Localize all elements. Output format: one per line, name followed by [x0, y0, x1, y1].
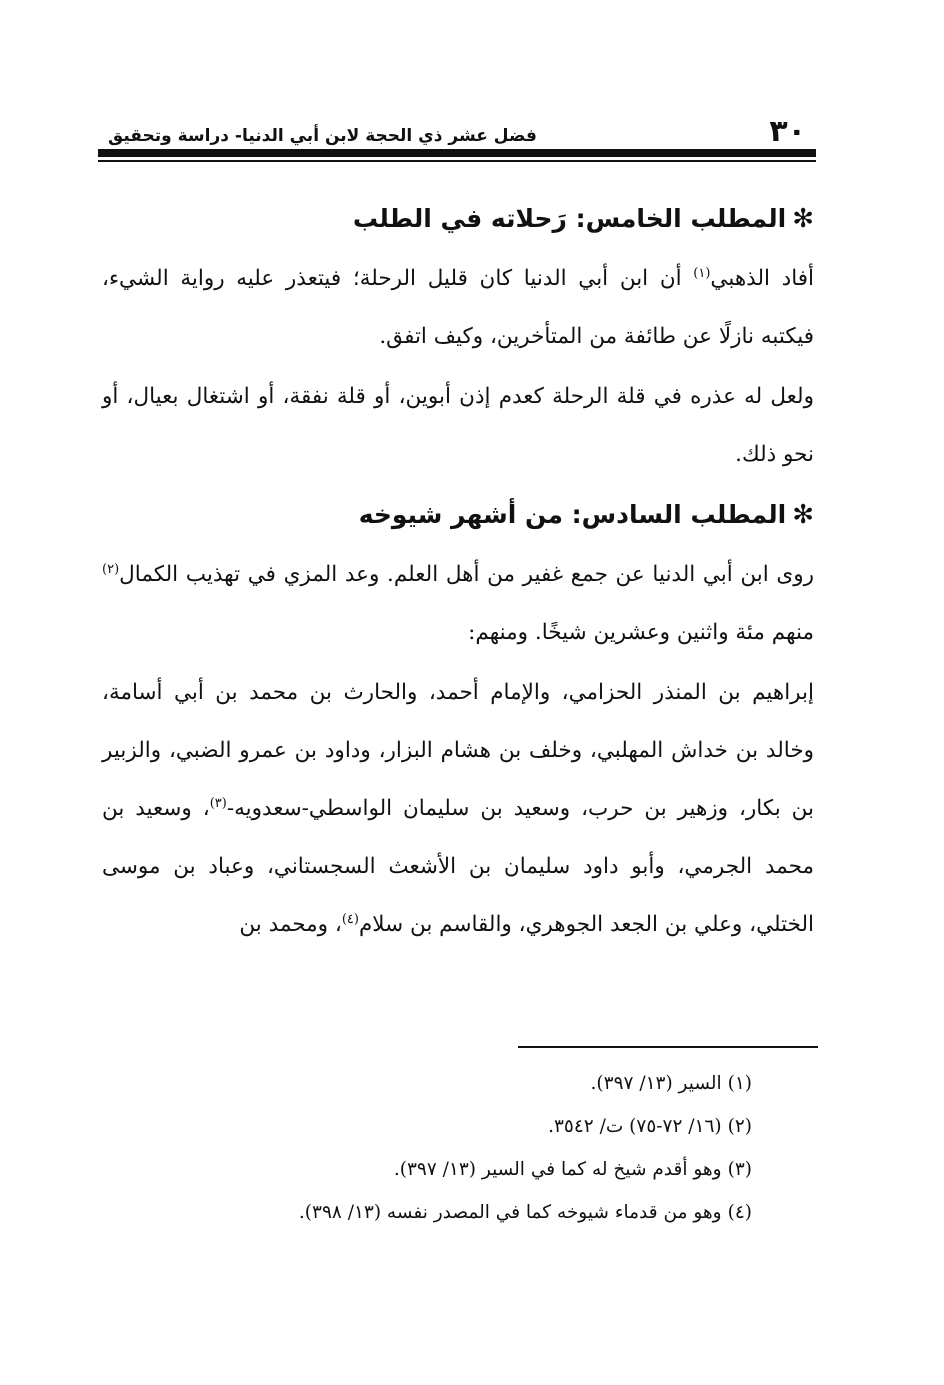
- page-number: ٣٠: [769, 114, 806, 149]
- paragraph-excuse: ولعل له عذره في قلة الرحلة كعدم إذن أبوين، أو قلة نفقة، أو اشتغال بعيال، أو نحو ذلك.: [102, 384, 814, 467]
- paragraph-text: ، ومحمد بن: [239, 912, 342, 937]
- footnote: [102, 1191, 752, 1234]
- main-text: [102, 188, 814, 954]
- footnote-ref-2[interactable]: (٢): [102, 561, 120, 577]
- footnote-text: (١٦/ ٧٢-٧٥) ت/ ٣٥٤٢.: [548, 1116, 722, 1137]
- paragraph-text: منهم مئة واثنين وعشرين شيخًا. ومنهم:: [468, 620, 814, 645]
- footnote: [102, 1148, 752, 1191]
- running-title: فضل عشر ذي الحجة لابن أبي الدنيا- دراسة وتحقيق: [108, 126, 537, 146]
- footnote-text: وهو من قدماء شيوخه كما في المصدر نفسه (١٣/ ٣٩٨).: [298, 1202, 722, 1223]
- page-header: [98, 104, 816, 150]
- paragraph-text: إبراهيم بن المنذر الحزامي، والإمام أحمد، والحارث بن محمد بن أبي أسامة، وخالد بن خداش المهلبي، وخلف بن هشام البزار، وداود بن عمرو الضبي، والزبير بن بكار، وزهير بن حرب، وسعيد بن سليمان الواسطي-سعدويه-: [102, 680, 814, 821]
- footnote: [102, 1062, 752, 1105]
- section-heading-text: المطلب الخامس: رَحلاته في الطلب: [352, 204, 787, 233]
- footnote-number: (٤): [727, 1202, 752, 1223]
- footnote-ref-1[interactable]: (١): [693, 265, 711, 281]
- footnote-text: السير (١٣/ ٣٩٧).: [590, 1073, 722, 1094]
- footnote-ref-3[interactable]: (٣): [209, 795, 227, 811]
- paragraph-narrated: [102, 546, 814, 662]
- paragraph-teachers-list: [102, 664, 814, 954]
- footnote-ref-4[interactable]: (٤): [341, 911, 359, 927]
- paragraph-text: ، وسعيد بن محمد الجرمي، وأبو داود سليمان بن الأشعث السجستاني، وعباد بن موسى الختلي، وعلي بن الجعد الجوهري، والقاسم بن سلام: [102, 796, 814, 937]
- paragraph-text: روى ابن أبي الدنيا عن جمع غفير من أهل العلم. وعد المزي في تهذيب الكمال: [119, 562, 814, 587]
- header-rule-thick: [98, 149, 816, 157]
- paragraph-dhahabi: [102, 250, 814, 366]
- footnote-number: (١): [727, 1073, 752, 1094]
- section-heading-text: المطلب السادس: من أشهر شيوخه: [358, 500, 787, 529]
- paragraph-text: أن ابن أبي الدنيا كان قليل الرحلة؛ فيتعذر عليه رواية الشيء، فيكتبه نازلًا عن طائفة من المتأخرين، وكيف اتفق.: [102, 266, 814, 349]
- footnote-text: وهو أقدم شيخ له كما في السير (١٣/ ٣٩٧).: [393, 1159, 722, 1180]
- footnote: [102, 1105, 752, 1148]
- header-rule-thin: [98, 160, 816, 162]
- section-heading-teachers: [102, 484, 814, 546]
- footnote-number: (٣): [727, 1159, 752, 1180]
- asterisk-icon: ✻: [792, 204, 814, 234]
- footnote-separator: [518, 1046, 818, 1048]
- footnotes-list: [102, 1062, 752, 1234]
- section-heading-travels: [102, 188, 814, 250]
- asterisk-icon: ✻: [792, 500, 814, 530]
- footnote-number: (٢): [727, 1116, 752, 1137]
- paragraph-text: أفاد الذهبي: [710, 266, 815, 291]
